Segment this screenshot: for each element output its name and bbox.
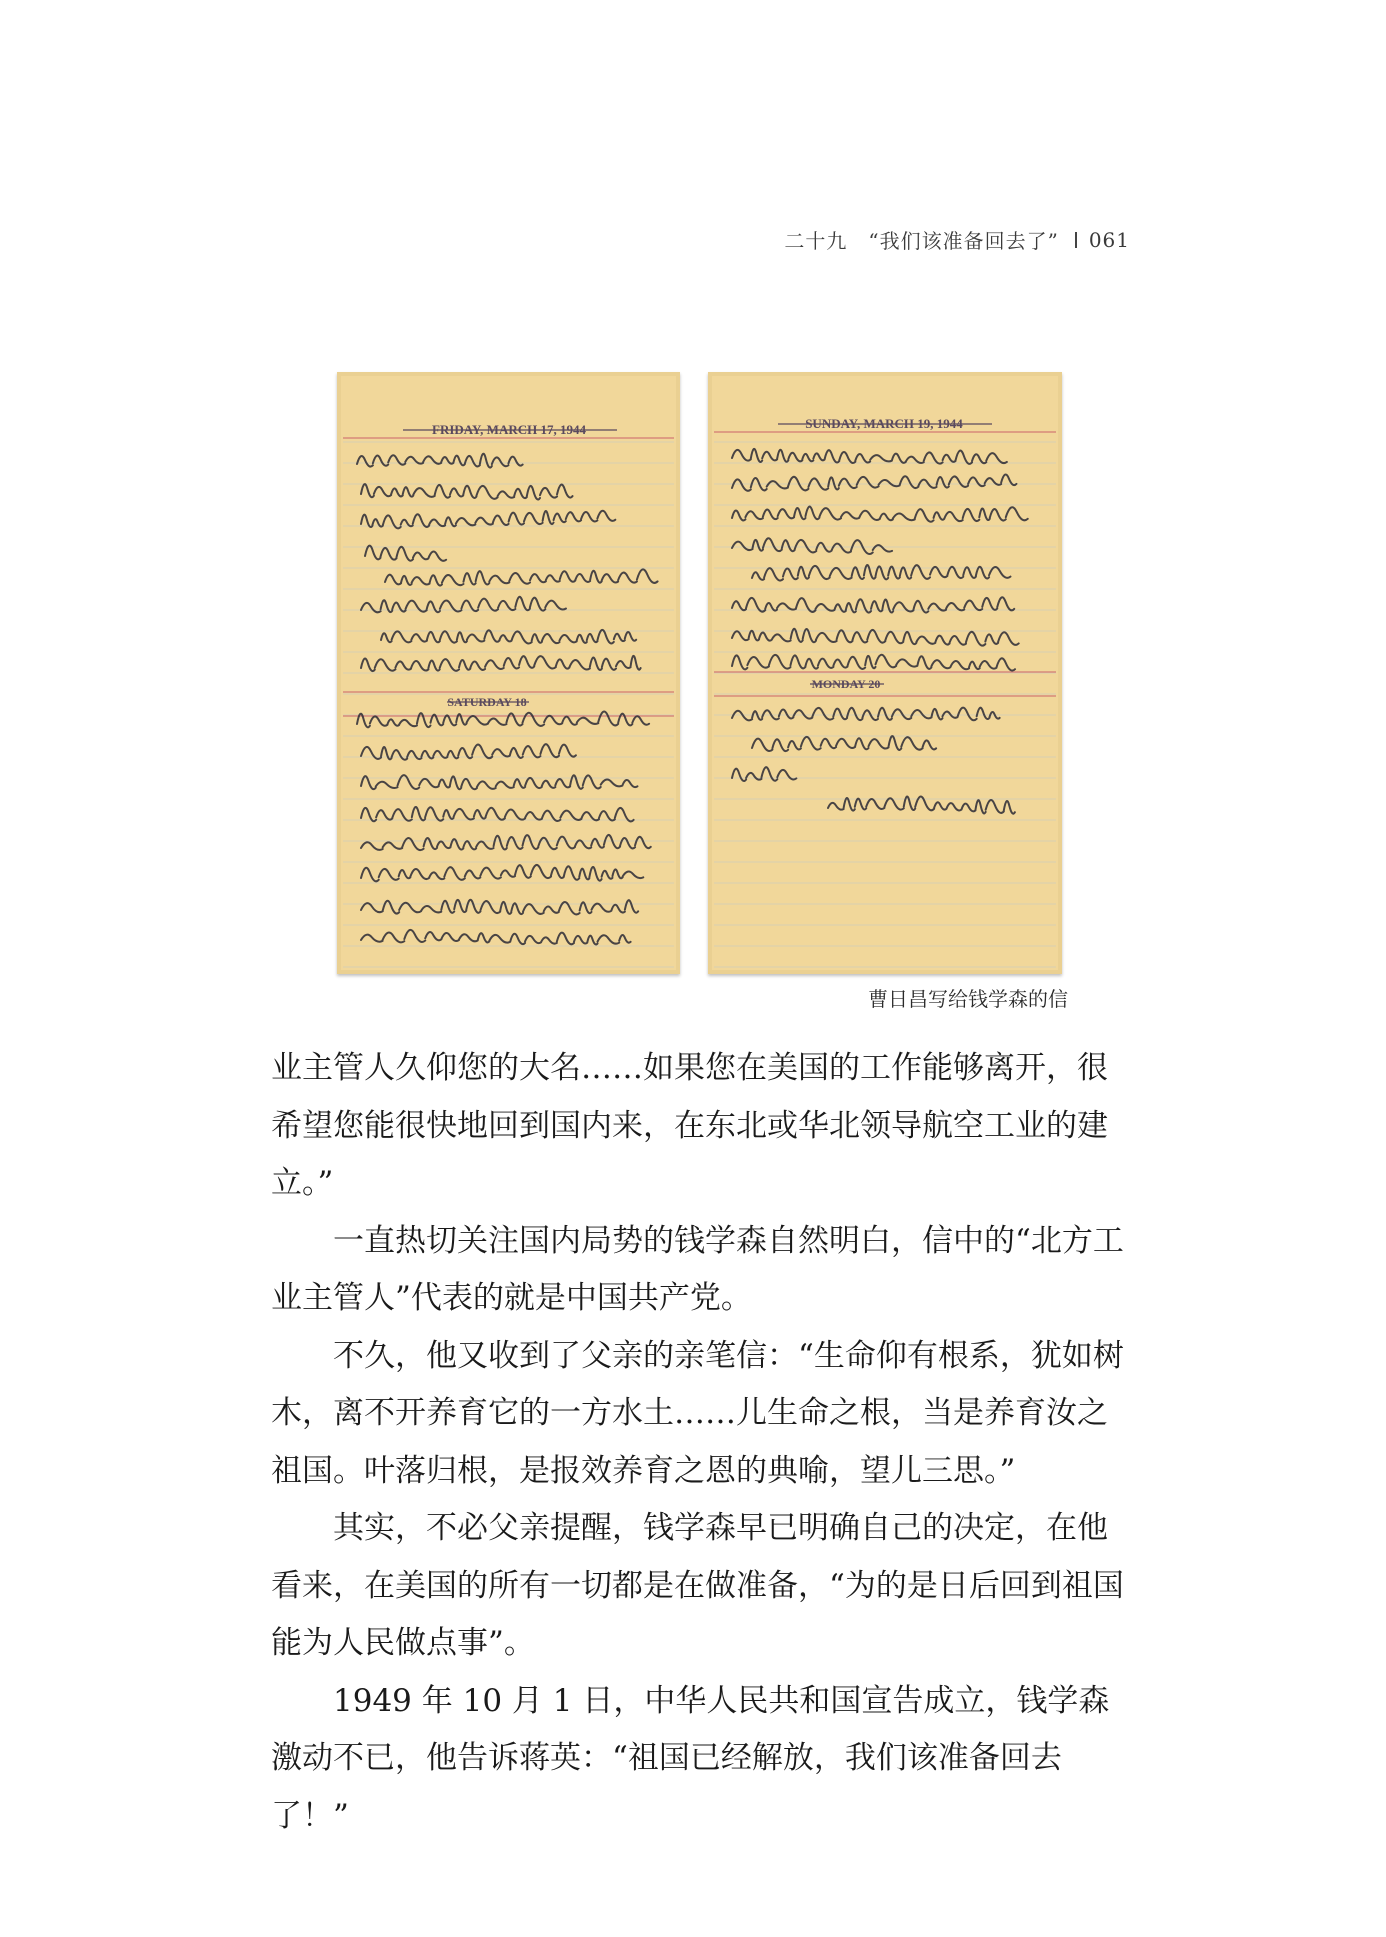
paragraph: 1949 年 10 月 1 日，中华人民共和国宣告成立，钱学森激动不已，他告诉蒋英：“祖国已经解放，我们该准备回去了！”	[271, 1682, 1110, 1834]
diary-date-heading: FRIDAY, MARCH 17, 1944	[432, 422, 586, 437]
letter-photo-left	[337, 372, 680, 974]
letter-card-left	[337, 372, 680, 974]
diary-date-subheading: SATURDAY 18	[447, 695, 527, 709]
paragraph: 业主管人久仰您的大名……如果您在美国的工作能够离开，很希望您能很快地回到国内来，在东北或华北领导航空工业的建立。”	[271, 1050, 1108, 1201]
header-divider	[1075, 232, 1077, 248]
letter-card-right	[708, 372, 1062, 974]
running-header	[760, 225, 1130, 254]
paragraph: 一直热切关注国内局势的钱学森自然明白，信中的“北方工业主管人”代表的就是中国共产党。	[271, 1222, 1124, 1316]
paragraph: 不久，他又收到了父亲的亲笔信：“生命仰有根系，犹如树木，离不开养育它的一方水土……儿生命之根，当是养育汝之祖国。叶落归根，是报效养育之恩的典喻，望儿三思。”	[271, 1337, 1124, 1489]
page-number: 061	[1088, 227, 1130, 252]
figure-caption: 曹日昌写给钱学森的信	[868, 987, 1068, 1011]
letter-photo-right	[708, 372, 1062, 974]
diary-date-heading: SUNDAY, MARCH 19, 1944	[805, 416, 963, 431]
body-text	[271, 1040, 1133, 1845]
diary-date-subheading: MONDAY 20	[811, 677, 881, 691]
chapter-title: 二十九 “我们该准备回去了”	[784, 229, 1059, 253]
paragraph: 其实，不必父亲提醒，钱学森早已明确自己的决定，在他看来，在美国的所有一切都是在做准备，“为的是日后回到祖国能为人民做点事”。	[271, 1510, 1124, 1661]
